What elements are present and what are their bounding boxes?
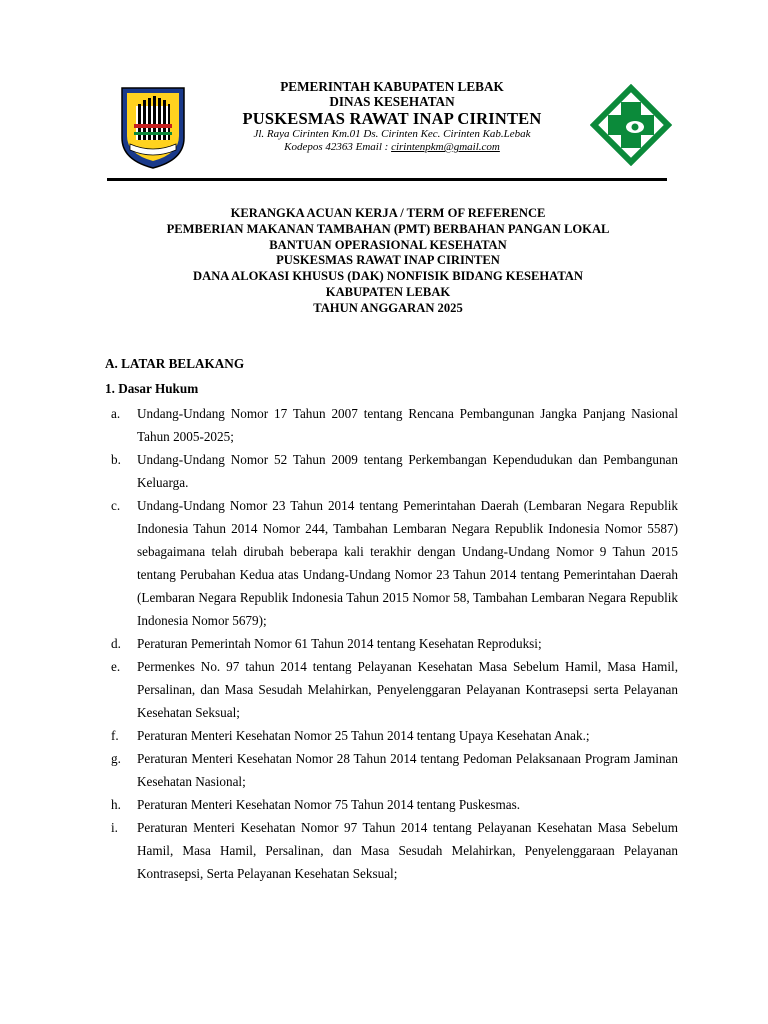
- list-item: [108, 402, 678, 448]
- list-text: Peraturan Menteri Kesehatan Nomor 28 Tahun 2014 tentang Pedoman Pelaksanaan Program Jaminan Kesehatan Nasional;: [137, 751, 678, 789]
- contact-line: [200, 141, 584, 154]
- list-text: Permenkes No. 97 tahun 2014 tentang Pelayanan Kesehatan Masa Sebelum Hamil, Masa Hamil, Persalinan, dan Masa Sesudah Melahirkan, Penyelenggaran Pelayanan Kontrasepsi serta Pelayanan Kesehatan Seksual;: [137, 659, 678, 720]
- list-text: Undang-Undang Nomor 17 Tahun 2007 tentang Rencana Pembangunan Jangka Panjang Nasional Tahun 2005-2025;: [137, 406, 678, 444]
- institution-name: PUSKESMAS RAWAT INAP CIRINTEN: [242, 109, 542, 128]
- title-line: KABUPATEN LEBAK: [325, 284, 451, 299]
- letterhead: [200, 79, 584, 154]
- list-marker: a.: [111, 406, 121, 421]
- lebak-regency-emblem-icon: [118, 84, 188, 170]
- department-name: DINAS KESEHATAN: [329, 94, 455, 109]
- document-title: [108, 206, 668, 317]
- list-marker: i.: [111, 820, 118, 835]
- list-item: [108, 632, 678, 655]
- section-heading-latar-belakang: A. LATAR BELAKANG: [105, 356, 245, 371]
- legal-basis-list: [108, 402, 678, 885]
- list-marker: d.: [111, 636, 121, 651]
- postal-code: Kodepos 42363 Email :: [284, 141, 392, 153]
- list-item: [108, 494, 678, 632]
- title-line: PUSKESMAS RAWAT INAP CIRINTEN: [276, 253, 500, 268]
- title-line: KERANGKA ACUAN KERJA / TERM OF REFERENCE: [230, 206, 546, 220]
- title-line: PEMBERIAN MAKANAN TAMBAHAN (PMT) BERBAHAN PANGAN LOKAL: [166, 221, 610, 236]
- list-item: [108, 655, 678, 724]
- list-item: [108, 724, 678, 747]
- email-link[interactable]: cirintenpkm@gmail.com: [391, 141, 500, 153]
- list-item: [108, 448, 678, 494]
- list-marker: h.: [111, 797, 121, 812]
- list-item: [108, 793, 678, 816]
- list-text: Undang-Undang Nomor 52 Tahun 2009 tentang Perkembangan Kependudukan dan Pembangunan Keluarga.: [137, 452, 678, 490]
- list-text: Peraturan Menteri Kesehatan Nomor 25 Tahun 2014 tentang Upaya Kesehatan Anak.;: [137, 728, 590, 743]
- list-marker: g.: [111, 751, 121, 766]
- puskesmas-cross-logo-icon: [590, 84, 672, 166]
- subsection-heading-dasar-hukum: 1. Dasar Hukum: [105, 381, 199, 396]
- header-divider: [107, 178, 667, 181]
- title-line: BANTUAN OPERASIONAL KESEHATAN: [269, 237, 507, 252]
- list-text: Peraturan Menteri Kesehatan Nomor 97 Tahun 2014 tentang Pelayanan Kesehatan Masa Sebelum Hamil, Masa Hamil, Persalinan, dan Masa Sesudah Melahirkan, Penyelenggaraan Pelayanan Kontrasepsi, Serta Pelayanan Kesehatan Seksual;: [137, 820, 678, 881]
- list-item: [108, 816, 678, 885]
- address-line: Jl. Raya Cirinten Km.01 Ds. Cirinten Kec. Cirinten Kab.Lebak: [253, 128, 531, 140]
- title-line: DANA ALOKASI KHUSUS (DAK) NONFISIK BIDANG KESEHATAN: [193, 269, 583, 284]
- list-marker: c.: [111, 498, 121, 513]
- list-text: Peraturan Pemerintah Nomor 61 Tahun 2014 tentang Kesehatan Reproduksi;: [137, 636, 542, 651]
- government-name: PEMERINTAH KABUPATEN LEBAK: [280, 79, 504, 94]
- list-marker: f.: [111, 728, 119, 743]
- list-text: Peraturan Menteri Kesehatan Nomor 75 Tahun 2014 tentang Puskesmas.: [137, 797, 521, 812]
- list-marker: b.: [111, 452, 121, 467]
- list-item: [108, 747, 678, 793]
- list-marker: e.: [111, 659, 121, 674]
- list-text: Undang-Undang Nomor 23 Tahun 2014 tentang Pemerintahan Daerah (Lembaran Negara Republik Indonesia Tahun 2014 Nomor 244, Tambahan Lembaran Negara Republik Indonesia Nomor 5587) sebagaimana telah dirubah beberapa kali terakhir dengan Undang-Undang Nomor 9 Tahun 2015 tentang Perubahan Kedua atas Undang-Undang Nomor 23 Tahun 2014 tentang Pemerintahan Daerah (Lembaran Negara Republik Indonesia Tahun 2015 Nomor 58, Tambahan Lembaran Negara Republik Indonesia Nomor 5679);: [137, 498, 678, 628]
- title-line: TAHUN ANGGARAN 2025: [313, 300, 463, 315]
